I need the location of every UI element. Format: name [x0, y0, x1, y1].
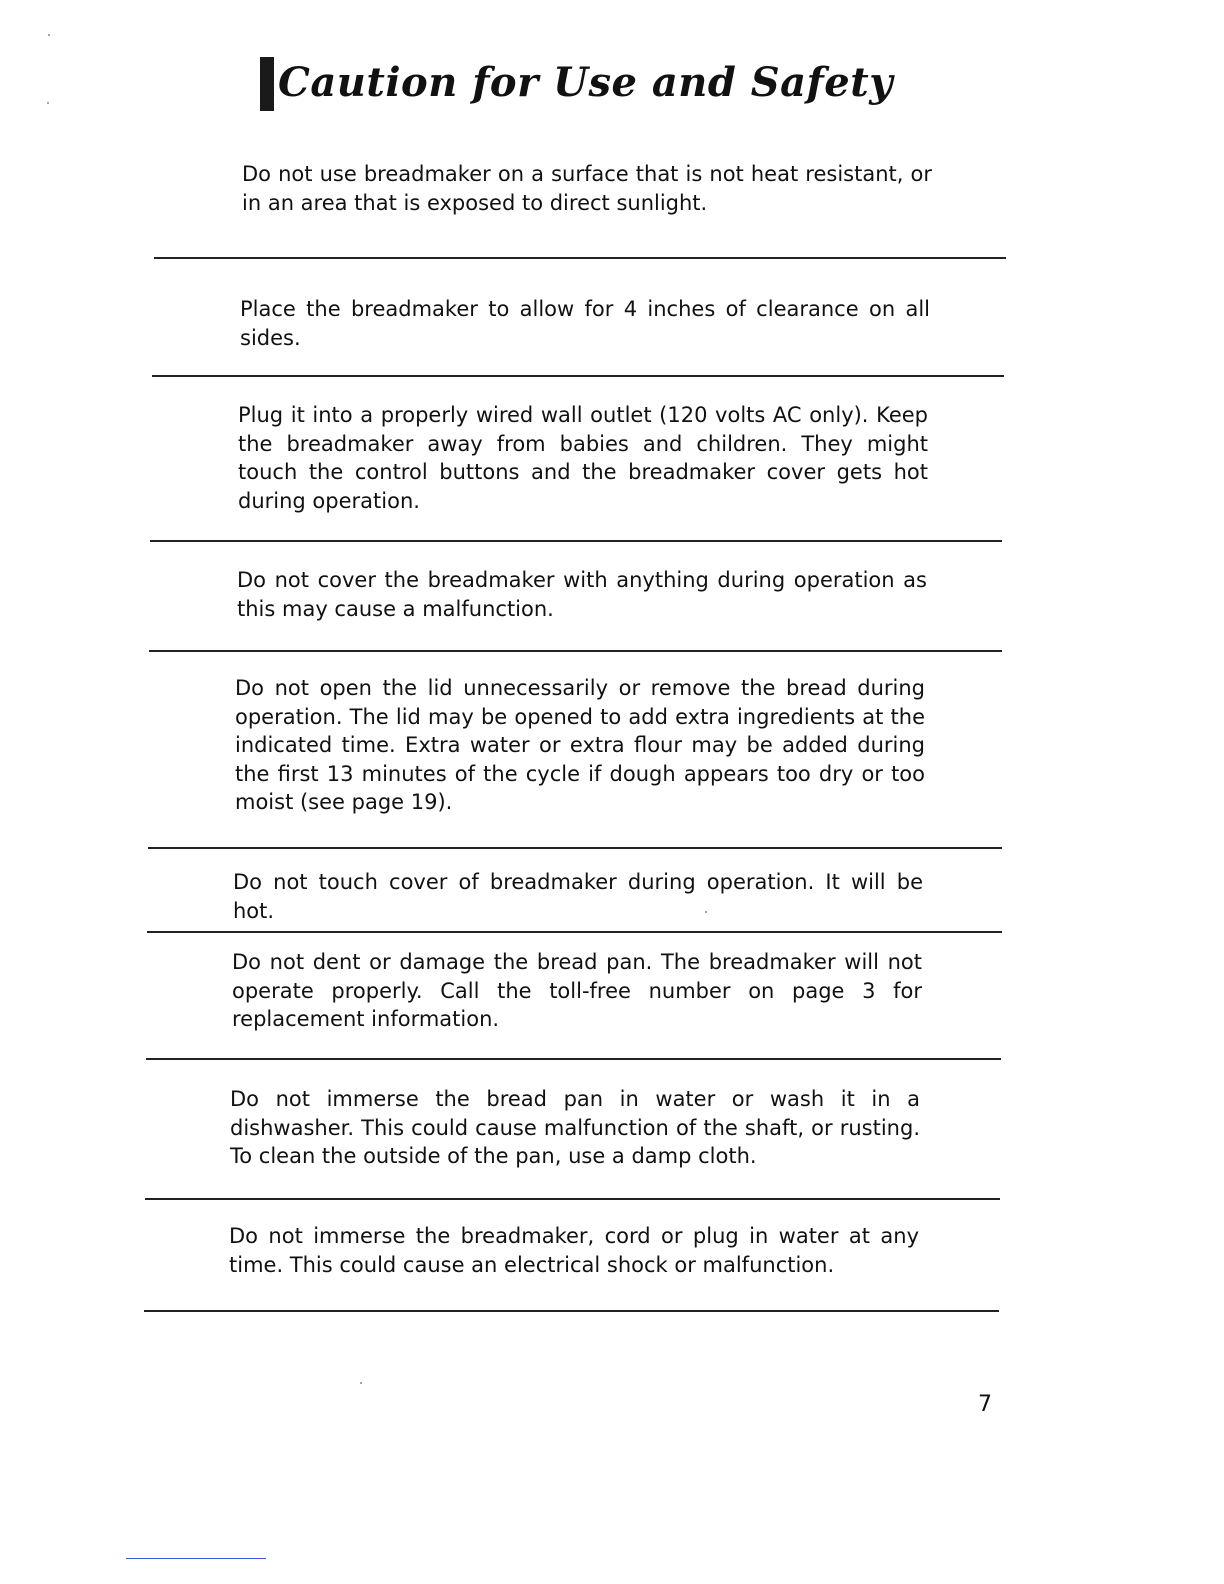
- divider: [148, 847, 1002, 849]
- caution-item: Place the breadmaker to allow for 4 inches of clearance on all sides.: [240, 297, 930, 350]
- caution-item: Do not dent or damage the bread pan. The breadmaker will not operate properly. Call the toll-free number on page 3 for replacement information.: [232, 950, 922, 1031]
- caution-item: Do not use breadmaker on a surface that is not heat resistant, or in an area that is exposed to direct sunlight.: [242, 162, 932, 215]
- caution-item: Plug it into a properly wired wall outlet (120 volts AC only). Keep the breadmaker away from babies and children. They might touch the control buttons and the breadmaker cover gets hot during operation.: [238, 403, 928, 513]
- title-bar-mark: [260, 57, 274, 111]
- page-title-text: Caution for Use and Safety: [278, 58, 893, 106]
- divider: [146, 1058, 1001, 1060]
- divider: [154, 257, 1006, 259]
- divider: [144, 1310, 999, 1312]
- scan-speck: [48, 34, 50, 36]
- divider: [145, 1198, 1000, 1200]
- caution-item: Do not open the lid unnecessarily or remove the bread during operation. The lid may be opened to add extra ingredients at the indicated time. Extra water or extra flour may be added during the first 13 minutes of the cycle if dough appears too dry or too moist (see page 19).: [235, 676, 925, 814]
- caution-item: Do not cover the breadmaker with anything during operation as this may cause a malfunction.: [237, 568, 927, 621]
- scan-speck: [705, 911, 707, 913]
- scan-speck: [360, 1382, 362, 1384]
- page-number: 7: [978, 1392, 992, 1417]
- divider: [147, 931, 1002, 933]
- divider: [149, 650, 1002, 652]
- caution-item: Do not immerse the bread pan in water or wash it in a dishwasher. This could cause malfunction of the shaft, or rusting. To clean the outside of the pan, use a damp cloth.: [230, 1087, 920, 1168]
- caution-item: Do not immerse the breadmaker, cord or plug in water at any time. This could cause an electrical shock or malfunction.: [229, 1224, 919, 1277]
- scan-speck: [47, 102, 49, 104]
- bottom-edge-mark: [126, 1558, 266, 1559]
- page-title: [260, 52, 893, 112]
- caution-item: Do not touch cover of breadmaker during operation. It will be hot.: [233, 870, 923, 923]
- divider: [150, 540, 1002, 542]
- divider: [152, 375, 1004, 377]
